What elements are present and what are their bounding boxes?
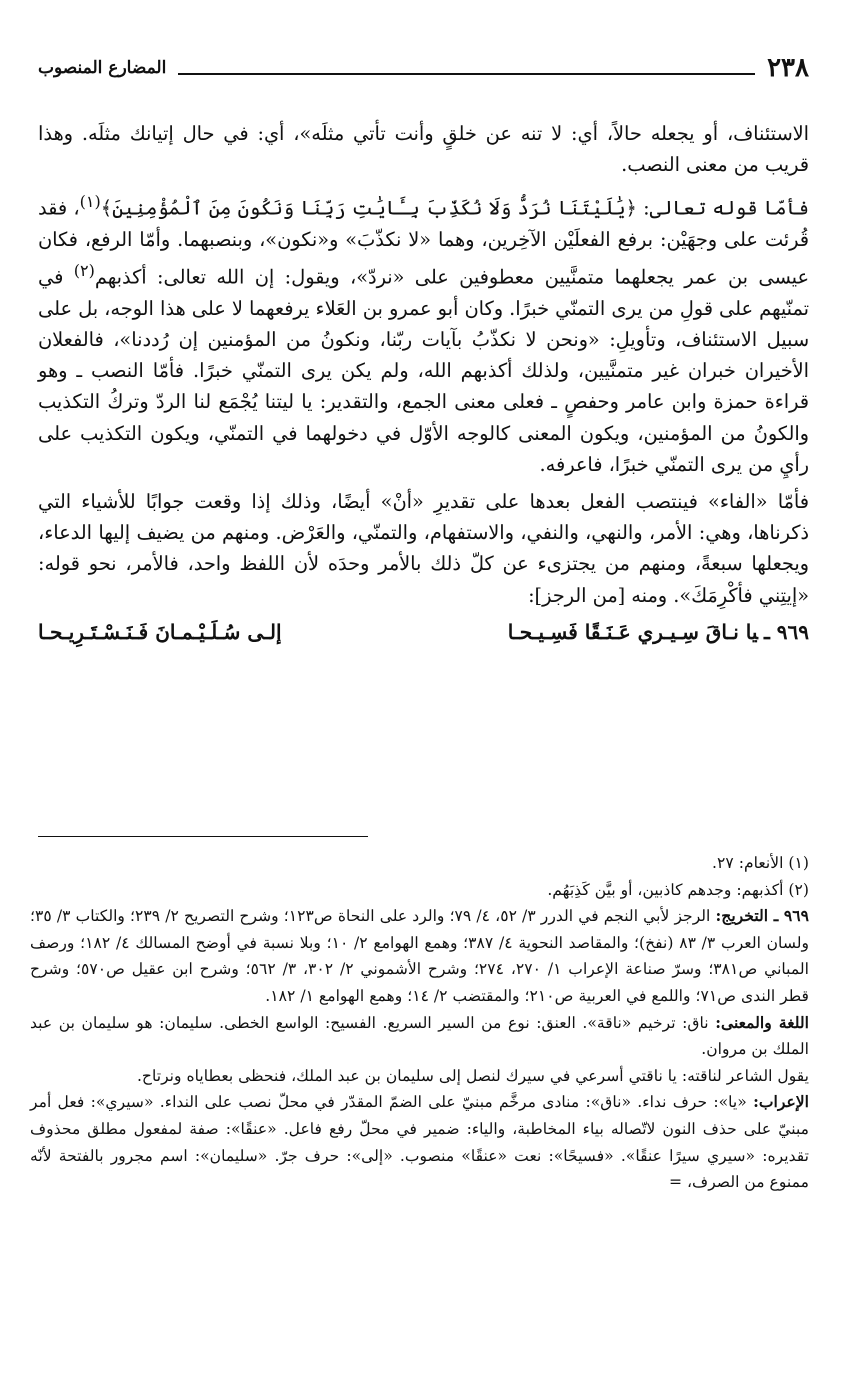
verse-first-half: ٩٦٩ ـيا نـاقَ سِـيـري عَـنَـقًا فَسِـيـحـا — [507, 619, 809, 644]
paragraph: فأمّا «الفاء» فينتصب الفعل بعدها على تقديرِ «أنْ» أيضًا، وذلك إذا وقعت جوابًا للأشياء التي ذكرناها، وهي: الأمر، والنهي، والنفي، والاستفهام، والتمنّي، والعَرْض. ومنهم من يضيف إليها الدعاء، ويجعلها سبعةً، ومنهم من يجتزىء عن كلّ ذلك بالأمر وحدَه لأن اللفظ واحد، فالأمر، نحو قوله: «إيتِني فأكْرِمَكَ». ومنه [من الرجز]: — [38, 490, 809, 607]
footnote-ref: (١) — [79, 192, 101, 212]
footnote-takhrij — [30, 903, 809, 1009]
footnote-separator — [38, 836, 368, 837]
footnote-meaning: يقول الشاعر لناقته: يا ناقتي أسرعي في سيرك لنصل إلى سليمان بن عبد الملك، فنحظى بعطاياه ونرتاح. — [136, 1066, 809, 1085]
footnote-label: ٩٦٩ ـ التخريج: — [715, 906, 809, 926]
paragraph-text: في تمنّيهم على قولِ من يرى التمنّي خبرًا. وكان أبو عمرو بن العَلاء يرفعهما لا على هذا الوجه، بل على سبيل الاستئناف، وتأويلِ: «ونحن لا نكذّبُ بآيات ربّنا، ونكونُ من المؤمنين إن رُددنا»، فالفعلان الأخيران خبران غير متمنَّيين، ولذلك أكذبهم الله، ولم يكن يرى التمنّي خبرًا. فأمّا النصب ـ وهو قراءة حمزة وابن عامر وحفصٍ ـ فعلى معنى الجمع، والتقدير: يا ليتنا يُجْمَع لنا الردّ وتركُ التكذيب والكونُ من المؤمنين، ويكون المعنى كالوجه الأوّل في دخولهما في التمنّي، ويكون التكذيب على رأيِ من يرى التمنّي خبرًا، فاعرفه. — [38, 265, 809, 476]
verse-number: ٩٦٩ ـ — [763, 619, 809, 644]
footnote-text: الرجز لأبي النجم في الدرر ٣/ ٥٢، ٤/ ٧٩؛ والرد على النحاة ص١٢٣؛ وشرح التصريح ٢/ ٢٣٩؛ والكتاب ٣/ ٣٥؛ ولسان العرب ٣/ ٨٣ (نفخ)؛ والمقاصد النحوية ٤/ ٣٨٧؛ وهمع الهوامع ٢/ ١٠؛ وبلا نسبة في أوضح المسالك ٤/ ١٨٢؛ ورصف المباني ص٣٨١؛ وسرّ صناعة الإعراب ١/ ٢٧٠، ٢٧٤؛ وشرح الأشموني ٢/ ٣٠٢، ٣/ ٥٦٢؛ وشرح ابن عقيل ص٥٧٠؛ وشرح قطر الندى ص٧١؛ واللمع في العربية ص٢١٠؛ والمقتضب ٢/ ١٤؛ وهمع الهوامع ١/ ١٨٢. — [30, 907, 810, 1005]
footnote: (٢) أكذبهم: وجدهم كاذبين، أو بيَّن كَذِبَهُم. — [547, 880, 809, 899]
paragraph: الاستئناف، أو يجعله حالاً، أي: لا تنه عن خلقٍ وأنت تأتي مثلَه»، أي: في حال إتيانك مثلَه. وهذا قريب من معنى النصب. — [38, 122, 809, 177]
footnote-text: ناق: ترخيم «ناقة». العنق: نوع من السير السريع. الفسيح: الواسع الخطى. سليمان: هو سليمان بن عبد الملك بن مروان. — [30, 1013, 809, 1059]
footnote-text: «يا»: حرف نداء. «ناق»: منادى مرخَّم مبنيّ على الضمّ المقدّر في محلّ نصب على النداء. «سيري»: فعل أمر مبنيّ على حذف النون لاتّصاله بياء المخاطبة، والياء: ضمير في محلّ رفع فاعل. «عنقًا»: صفة لمفعول مطلق محذوف تقديره: «سيري سيرًا عنقًا». «فسيحًا»: نعت «عنقًا» منصوب. «إلى»: حرف جرّ. «سليمان»: اسم مجرور بالفتحة لأنّه ممنوع من الصرف، = — [30, 1093, 809, 1192]
paragraph-text: ، فقد قُرئت على وجهَيْن: برفع الفعلَيْن الآخِرين، وهما «لا نكذّبَ» و«نكون»، وبنصبهما. وأمّا الرفع، فكان عيسى بن عمر يجعلهما متمنَّيين معطوفين على «نردّ»، ويقول: إن الله تعالى: أكذبهم — [38, 196, 809, 289]
quran-quote: فأمّا قوله تعالى: ﴿يَٰلَيْتَنَا نُرَدُّ وَلَا نُكَذِّبَ بِـَٔايَٰتِ رَبِّنَا وَنَكُونَ مِنَ ٱلْمُؤْمِنِينَ﴾ — [100, 196, 809, 220]
running-title: المضارع المنصوب — [38, 58, 167, 78]
footnote-irab — [30, 1089, 809, 1195]
verse-second-half: إلـى سُـلَـيْـمـانَ فَـنَـسْـتَـرِيـحـا — [38, 619, 282, 644]
footnote-lugha — [30, 1010, 809, 1063]
page-header — [38, 52, 809, 84]
main-text — [38, 118, 809, 648]
footnote-ref: (٢) — [73, 261, 95, 281]
footnotes — [30, 850, 809, 1196]
footnote: (١) الأنعام: ٢٧. — [712, 854, 809, 872]
footnote-label: الإعراب: — [753, 1092, 809, 1112]
header-rule — [178, 73, 755, 75]
paragraph — [38, 186, 809, 480]
poetry-verse — [38, 617, 809, 648]
page-number: ٢٣٨ — [767, 53, 809, 83]
footnote-label: اللغة والمعنى: — [715, 1012, 809, 1032]
